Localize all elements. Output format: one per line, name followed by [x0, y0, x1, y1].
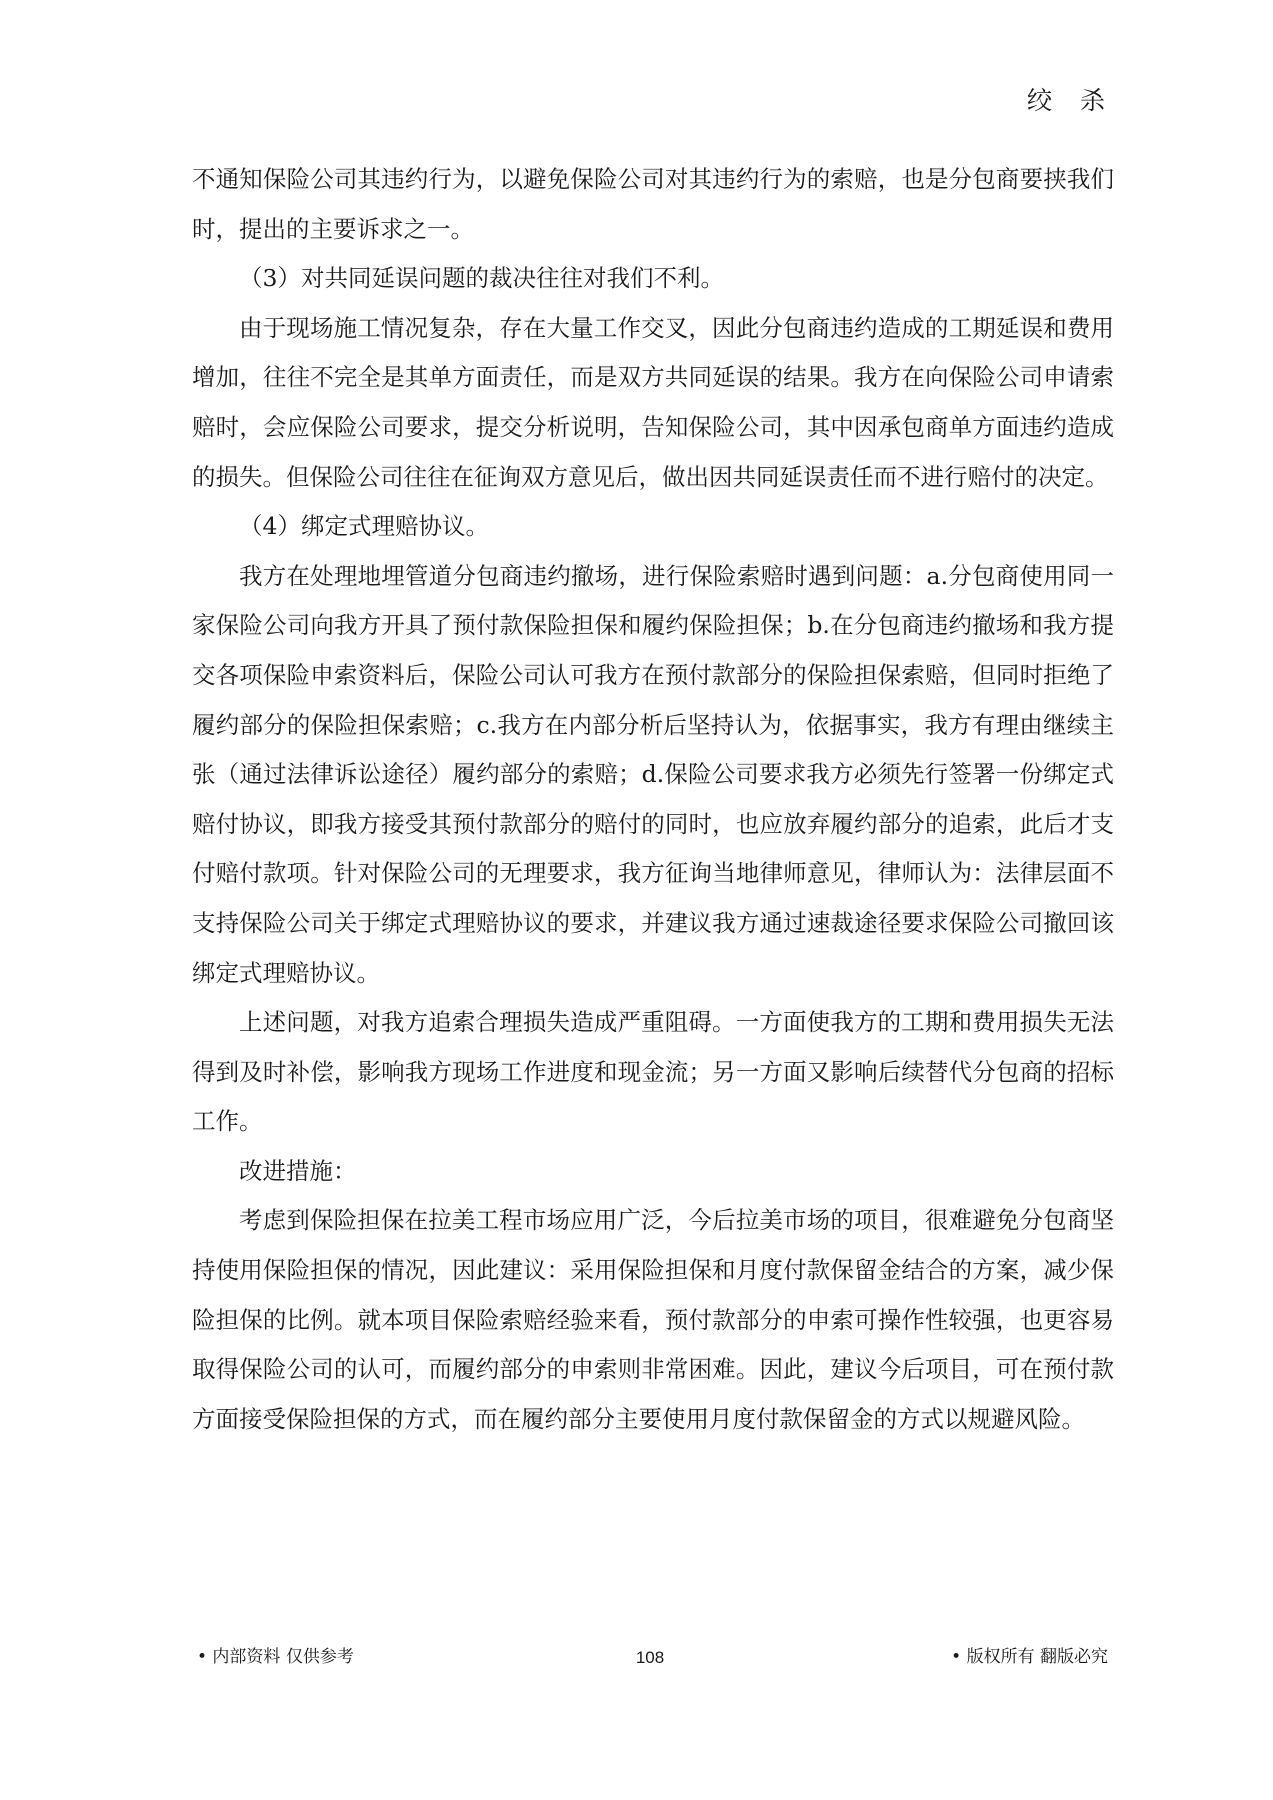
page-number: 108: [635, 1648, 665, 1667]
subheading-3: （3）对共同延误问题的裁决往往对我们不利。: [239, 264, 724, 293]
subheading-improvement: 改进措施：: [239, 1156, 357, 1185]
paragraph: 上述问题，对我方追索合理损失造成严重阻碍。一方面使我方的工期和费用损失无法得到及时补偿，影响我方现场工作进度和现金流；另一方面又影响后续替代分包商的招标工作。: [192, 1008, 1114, 1136]
subheading-4: （4）绑定式理赔协议。: [239, 512, 489, 541]
paragraph: 考虑到保险担保在拉美工程市场应用广泛，今后拉美市场的项目，很难避免分包商坚持使用保险担保的情况，因此建议：采用保险担保和月度付款保留金结合的方案，减少保险担保的比例。就本项目保险索赔经验来看，预付款部分的申索可操作性较强，也更容易取得保险公司的认可，而履约部分的申索则非常困难。因此，建议今后项目，可在预付款方面接受保险担保的方式，而在履约部分主要使用月度付款保留金的方式以规避风险。: [192, 1206, 1114, 1433]
page-body: [192, 155, 1114, 1444]
running-header-title: 绞 杀: [1027, 86, 1115, 115]
footer-internal-notice: • 内部资料 仅供参考: [197, 1647, 354, 1667]
paragraph: 由于现场施工情况复杂，存在大量工作交叉，因此分包商违约造成的工期延误和费用增加，往往不完全是其单方面责任，而是双方共同延误的结果。我方在向保险公司申请索赔时，会应保险公司要求，提交分析说明，告知保险公司，其中因承包商单方面违约造成的损失。但保险公司往往在征询双方意见后，做出因共同延误责任而不进行赔付的决定。: [192, 313, 1114, 491]
paragraph-continuation: 不通知保险公司其违约行为，以避免保险公司对其违约行为的索赔，也是分包商要挟我们时，提出的主要诉求之一。: [192, 165, 1114, 243]
paragraph: 我方在处理地埋管道分包商违约撤场，进行保险索赔时遇到问题：a.分包商使用同一家保险公司向我方开具了预付款保险担保和履约保险担保；b.在分包商违约撤场和我方提交各项保险申索资料后，保险公司认可我方在预付款部分的保险担保索赔，但同时拒绝了履约部分的保险担保索赔；c.我方在内部分析后坚持认为，依据事实，我方有理由继续主张（通过法律诉讼途径）履约部分的索赔；d.保险公司要求我方必须先行签署一份绑定式赔付协议，即我方接受其预付款部分的赔付的同时，也应放弃履约部分的追索，此后才支付赔付款项。针对保险公司的无理要求，我方征询当地律师意见，律师认为：法律层面不支持保险公司关于绑定式理赔协议的要求，并建议我方通过速裁途径要求保险公司撤回该绑定式理赔协议。: [192, 561, 1114, 987]
footer-copyright-notice: • 版权所有 翻版必究: [951, 1647, 1108, 1667]
